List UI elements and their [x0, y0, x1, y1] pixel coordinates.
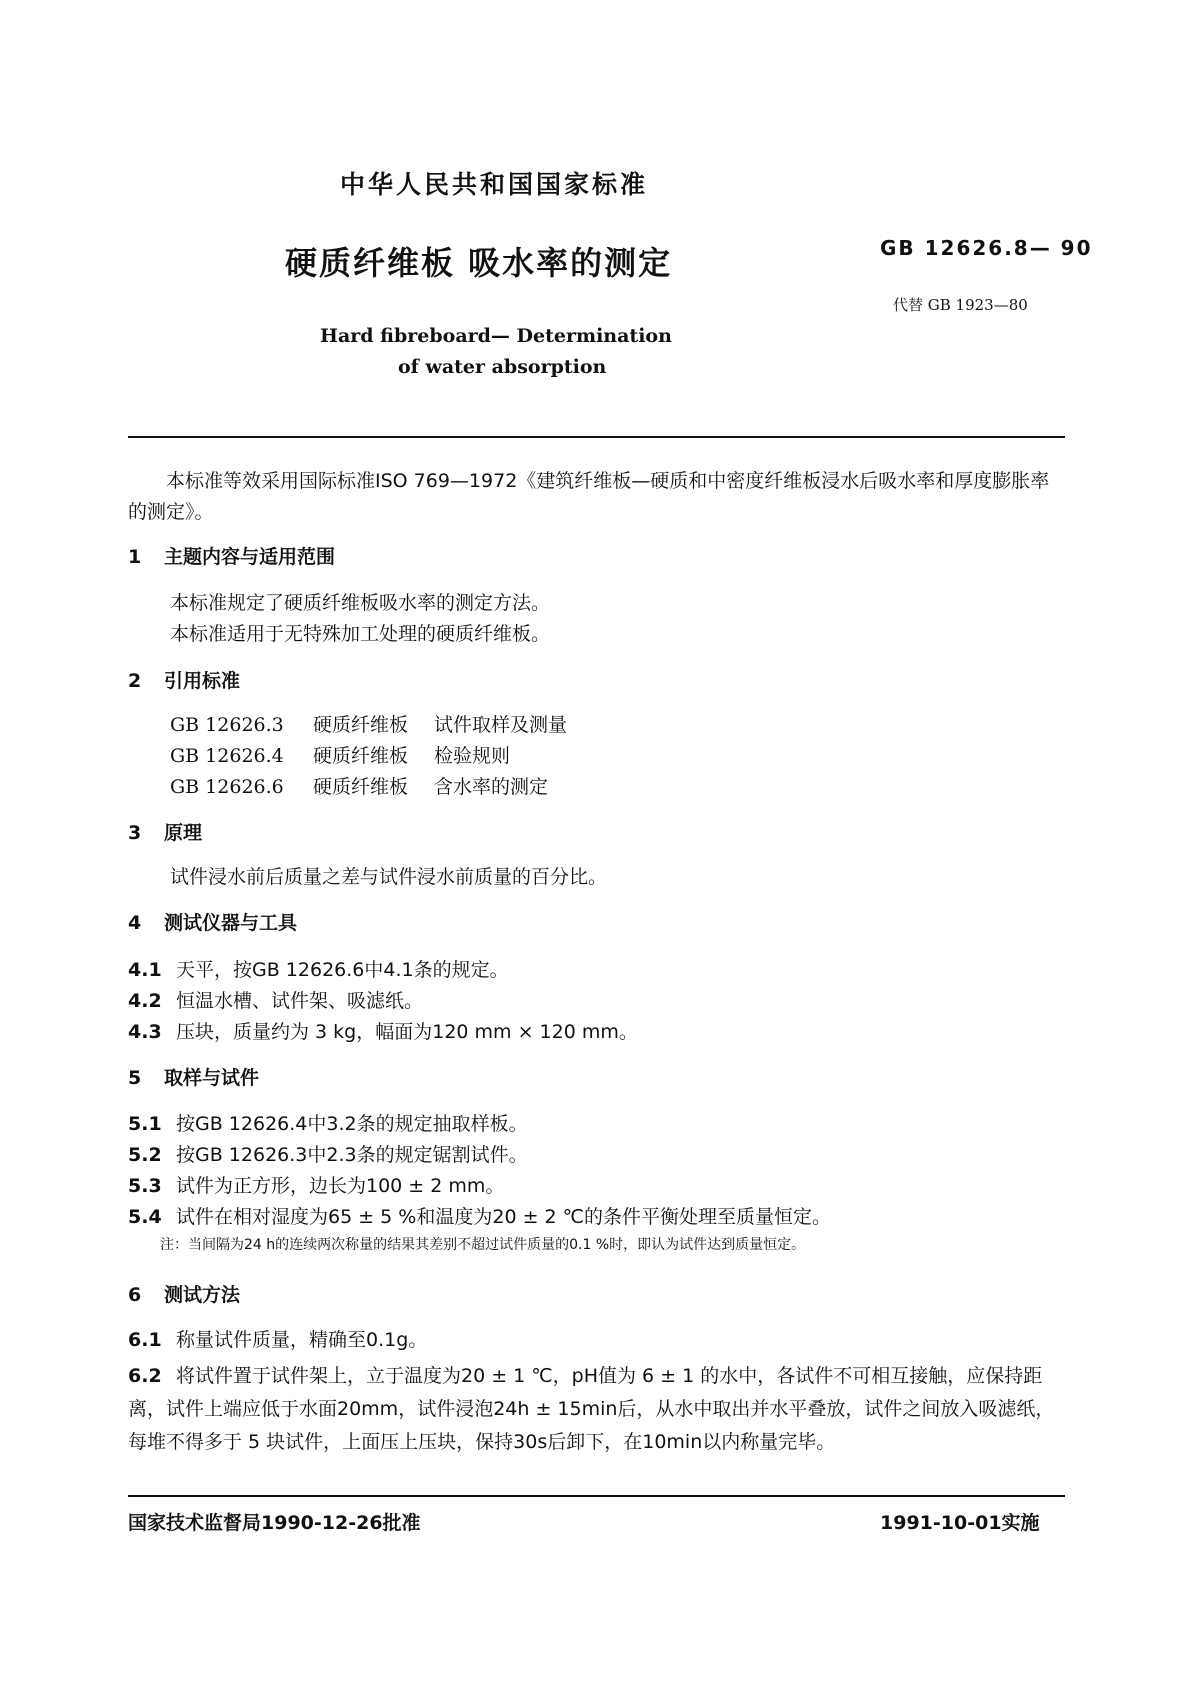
- section-1-line-1: 本标准规定了硬质纤维板吸水率的测定方法。: [170, 592, 551, 614]
- clause-4-3: [128, 1017, 638, 1044]
- intro-paragraph: 本标准等效采用国际标准ISO 769—1972《建筑纤维板—硬质和中密度纤维板浸水后吸水率和厚度膨胀率的测定》。: [128, 470, 1050, 523]
- title-cn: 硬质纤维板 吸水率的测定: [285, 244, 673, 282]
- clause-text: 称量试件质量，精确至0.1g。: [176, 1329, 428, 1351]
- clause-number: 4.1: [128, 959, 162, 981]
- clause-5-1: [128, 1109, 528, 1136]
- clause-text: 天平，按GB 12626.6中4.1条的规定。: [176, 959, 509, 981]
- clause-4-2: [128, 986, 423, 1013]
- section-1-line-2: 本标准适用于无特殊加工处理的硬质纤维板。: [170, 623, 551, 645]
- reference-name: 硬质纤维板: [313, 714, 409, 736]
- section-number: 4: [128, 912, 142, 934]
- clause-number: 5.2: [128, 1144, 162, 1166]
- national-standard-heading: 中华人民共和国国家标准: [340, 170, 649, 199]
- section-number: 1: [128, 546, 142, 568]
- section-3-text: 试件浸水前后质量之差与试件浸水前质量的百分比。: [170, 866, 608, 888]
- section-title: 测试方法: [164, 1284, 241, 1306]
- clause-number: 6.1: [128, 1329, 162, 1351]
- clause-text: 将试件置于试件架上，立于温度为20 ± 1 ℃，pH值为 6 ± 1 的水中，各试件不可相互接触，应保持距离，试件上端应低于水面20mm，试件浸泡24h ± 15min后，从水中取出并水平叠放，试件之间放入吸滤纸，每堆不得多于 5 块试件，上面压上压块，保持30s后卸下，在10min以内称量完毕。: [128, 1365, 1055, 1453]
- approval-date: 国家技术监督局1990-12-26批准: [128, 1512, 421, 1534]
- section-2-heading: [128, 666, 240, 693]
- clause-6-1: [128, 1325, 427, 1352]
- section-3-heading: [128, 818, 202, 845]
- section-4-heading: [128, 908, 297, 935]
- header-rule: [128, 436, 1065, 438]
- section-title: 主题内容与适用范围: [164, 546, 336, 568]
- reference-code: GB 12626.3: [170, 714, 284, 736]
- section-5-note: 注：当间隔为24 h的连续两次称量的结果其差别不超过试件质量的0.1 %时，即认为试件达到质量恒定。: [160, 1237, 806, 1253]
- clause-4-1: [128, 955, 509, 982]
- clause-text: 压块，质量约为 3 kg，幅面为120 mm × 120 mm。: [176, 1021, 638, 1043]
- section-number: 3: [128, 822, 142, 844]
- standard-number: GB 12626.8— 90: [880, 236, 1093, 260]
- reference-row: [170, 741, 510, 768]
- clause-text: 按GB 12626.4中3.2条的规定抽取样板。: [176, 1113, 528, 1135]
- section-number: 2: [128, 670, 142, 692]
- clause-6-2: [128, 1360, 1065, 1459]
- section-title: 取样与试件: [164, 1067, 260, 1089]
- clause-text: 恒温水槽、试件架、吸滤纸。: [176, 990, 424, 1012]
- clause-5-2: [128, 1140, 528, 1167]
- section-title: 原理: [164, 822, 203, 844]
- clause-5-4: [128, 1202, 831, 1229]
- title-en-line1: Hard fibreboard— Determination: [320, 325, 672, 347]
- section-title: 测试仪器与工具: [164, 912, 298, 934]
- section-number: 6: [128, 1284, 142, 1306]
- reference-row: [170, 772, 548, 799]
- reference-topic: 检验规则: [434, 745, 511, 767]
- clause-text: 试件在相对湿度为65 ± 5 %和温度为20 ± 2 ℃的条件平衡处理至质量恒定。: [176, 1206, 832, 1228]
- section-number: 5: [128, 1067, 142, 1089]
- clause-number: 5.1: [128, 1113, 162, 1135]
- reference-code: GB 12626.4: [170, 745, 284, 767]
- reference-name: 硬质纤维板: [313, 745, 409, 767]
- footer-rule: [128, 1495, 1065, 1497]
- reference-code: GB 12626.6: [170, 776, 284, 798]
- effective-date: 1991-10-01实施: [880, 1512, 1040, 1534]
- reference-topic: 试件取样及测量: [434, 714, 568, 736]
- clause-text: 试件为正方形，边长为100 ± 2 mm。: [176, 1175, 505, 1197]
- clause-number: 4.2: [128, 990, 162, 1012]
- clause-number: 4.3: [128, 1021, 162, 1043]
- clause-number: 5.3: [128, 1175, 162, 1197]
- section-5-heading: [128, 1063, 259, 1090]
- clause-number: 5.4: [128, 1206, 162, 1228]
- replaces-note: 代替 GB 1923—80: [893, 296, 1028, 314]
- clause-number: 6.2: [128, 1365, 162, 1387]
- reference-topic: 含水率的测定: [434, 776, 549, 798]
- reference-name: 硬质纤维板: [313, 776, 409, 798]
- section-1-heading: [128, 542, 335, 569]
- clause-5-3: [128, 1171, 504, 1198]
- section-title: 引用标准: [164, 670, 241, 692]
- reference-row: [170, 710, 567, 737]
- section-6-heading: [128, 1280, 240, 1307]
- title-en-line2: of water absorption: [398, 356, 607, 378]
- clause-text: 按GB 12626.3中2.3条的规定锯割试件。: [176, 1144, 528, 1166]
